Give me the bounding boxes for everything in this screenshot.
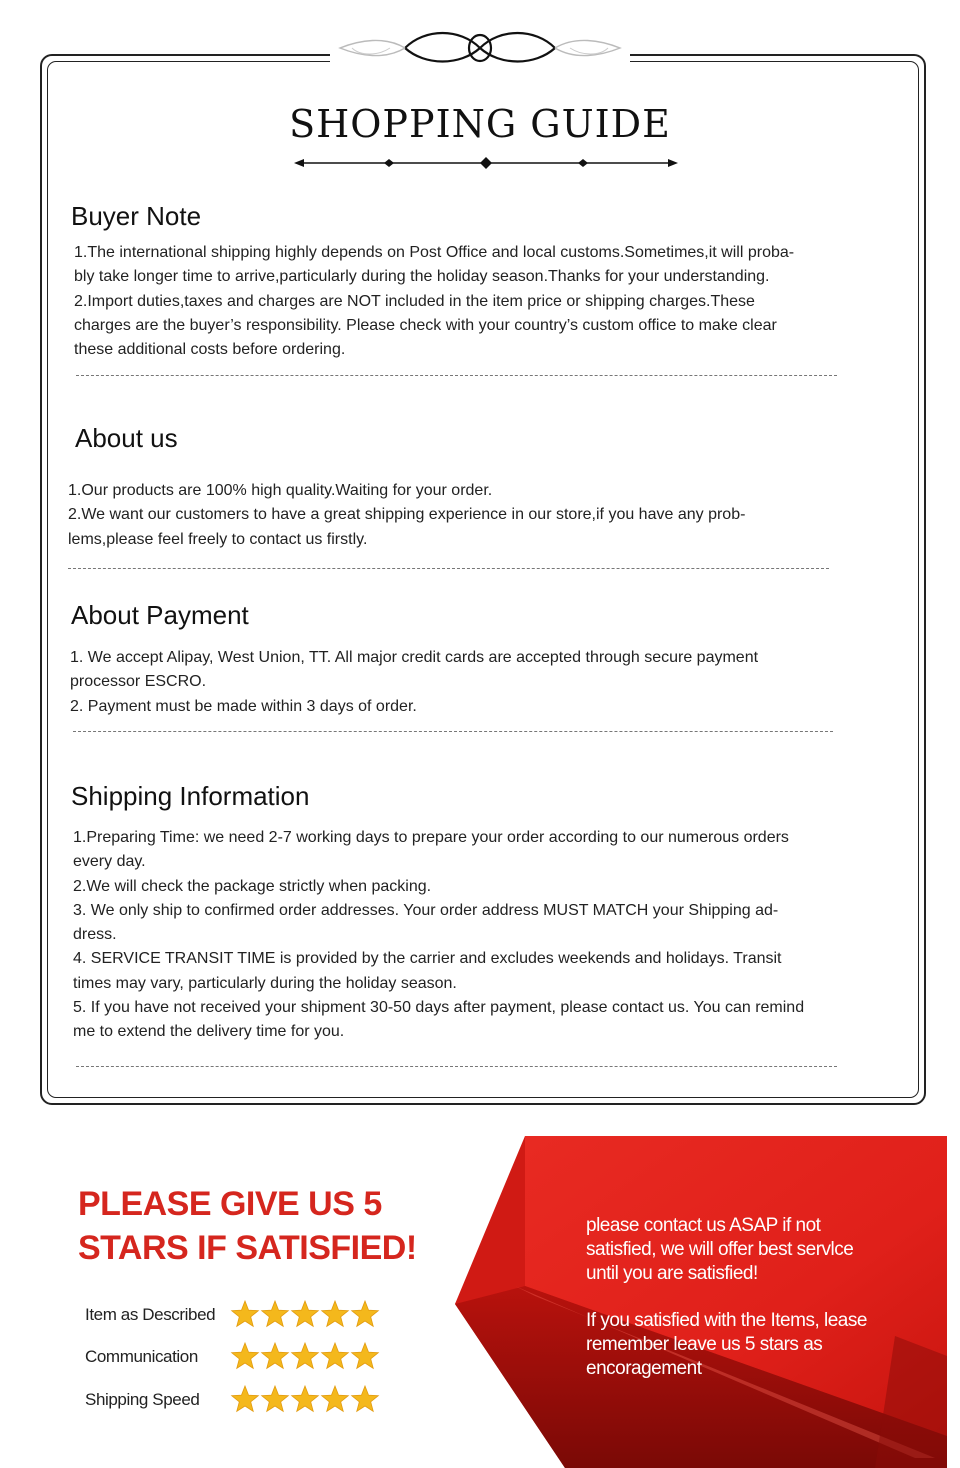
star-icon xyxy=(260,1384,290,1414)
about-us-heading: About us xyxy=(75,423,178,453)
text-line: me to extend the delivery time for you. xyxy=(73,1023,345,1041)
leave-stars-text xyxy=(586,1309,931,1381)
about-us-text xyxy=(68,479,745,552)
text-line: bly take longer time to arrive,particularly during the holiday season.Thanks for your understanding. xyxy=(74,268,770,286)
headline-line: STARS IF SATISFIED! xyxy=(78,1229,417,1267)
rating-label: Shipping Speed xyxy=(85,1390,200,1409)
text-line: processor ESCRO. xyxy=(70,673,207,691)
text-line: until you are satisfied! xyxy=(586,1263,758,1284)
section-divider xyxy=(68,568,829,569)
star-icon xyxy=(350,1299,380,1329)
text-line: every day. xyxy=(73,853,146,871)
feedback-banner xyxy=(0,1122,960,1468)
headline-line: PLEASE GIVE US 5 xyxy=(78,1185,382,1223)
page-title: SHOPPING GUIDE xyxy=(289,102,671,146)
star-icon xyxy=(290,1299,320,1329)
text-line: If you satisfied with the Items, lease xyxy=(586,1310,867,1331)
text-line: please contact us ASAP if not xyxy=(586,1215,821,1236)
text-line: 1.Preparing Time: we need 2-7 working days to prepare your order according to our numerous orders xyxy=(73,829,789,846)
star-icon xyxy=(320,1341,350,1371)
star-icon xyxy=(230,1341,260,1371)
star-icon xyxy=(350,1341,380,1371)
red-gift-box-image xyxy=(455,1136,947,1468)
text-line: 1.Our products are 100% high quality.Waiting for your order. xyxy=(68,482,493,499)
star-icon xyxy=(320,1299,350,1329)
star-icon xyxy=(290,1384,320,1414)
buyer-note-text xyxy=(74,241,794,362)
text-line: 1.The international shipping highly depends on Post Office and local customs.Sometimes,it will proba- xyxy=(74,244,795,261)
text-line: 2.We want our customers to have a great shipping experience in our store,if you have any prob- xyxy=(68,506,746,524)
rating-label: Item as Described xyxy=(85,1305,216,1324)
five-stars-headline xyxy=(78,1182,417,1270)
shipping-info-heading: Shipping Information xyxy=(71,781,310,811)
top-ornament-icon xyxy=(330,26,630,70)
text-line: these additional costs before ordering. xyxy=(74,341,346,359)
title-divider-icon xyxy=(294,155,678,171)
text-line: 4. SERVICE TRANSIT TIME is provided by the carrier and excludes weekends and holidays. Transit xyxy=(73,950,782,968)
shipping-info-text xyxy=(73,826,804,1045)
text-line: 5. If you have not received your shipment 30-50 days after payment, please contact us. You can remind xyxy=(73,999,805,1017)
text-line: satisfied, we will offer best servlce xyxy=(586,1239,854,1260)
star-icon xyxy=(320,1384,350,1414)
about-payment-text xyxy=(70,646,758,719)
text-line: encoragement xyxy=(586,1358,702,1379)
text-line: 3. We only ship to confirmed order addresses. Your order address MUST MATCH your Shipping ad- xyxy=(73,901,779,919)
buyer-note-heading: Buyer Note xyxy=(71,201,202,231)
section-divider xyxy=(76,1066,837,1067)
star-icon xyxy=(260,1341,290,1371)
text-line: charges are the buyer’s responsibility. Please check with your country’s custom office to make clear xyxy=(74,316,777,334)
text-line: remember leave us 5 stars as xyxy=(586,1334,823,1355)
contact-us-text xyxy=(586,1214,931,1286)
star-icon xyxy=(290,1341,320,1371)
text-line: 1. We accept Alipay, West Union, TT. All major credit cards are accepted through secure payment xyxy=(70,649,759,666)
text-line: 2.Import duties,taxes and charges are NOT included in the item price or shipping charges.These xyxy=(74,292,755,310)
section-divider xyxy=(73,731,833,732)
star-icon xyxy=(230,1384,260,1414)
rating-label: Communication xyxy=(85,1347,198,1366)
text-line: times may vary, particularly during the holiday season. xyxy=(73,974,457,992)
text-line: dress. xyxy=(73,926,117,944)
star-icon xyxy=(350,1384,380,1414)
text-line: 2. Payment must be made within 3 days of order. xyxy=(70,697,417,715)
about-payment-heading: About Payment xyxy=(71,600,249,630)
section-divider xyxy=(76,375,837,376)
star-icon xyxy=(260,1299,290,1329)
text-line: 2.We will check the package strictly when packing. xyxy=(73,877,432,895)
text-line: lems,please feel freely to contact us firstly. xyxy=(68,530,368,548)
star-icon xyxy=(230,1299,260,1329)
